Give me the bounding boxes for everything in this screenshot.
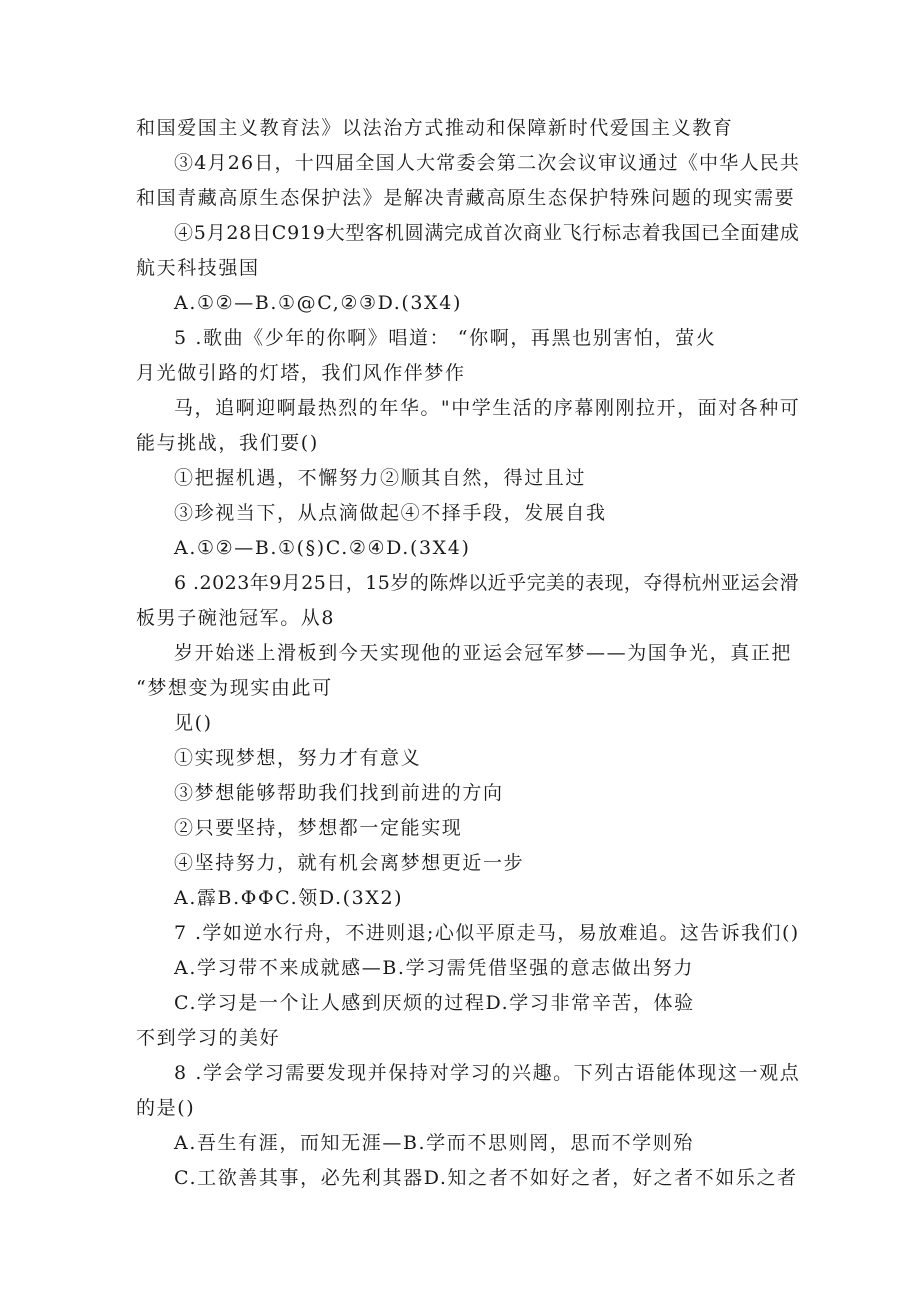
text-line: 和国爱国主义教育法》以法治方式推动和保障新时代爱国主义教育 [136, 117, 734, 139]
text-line: ②只要坚持，梦想都一定能实现 [174, 817, 463, 839]
text-line: 马，追啊迎啊最热烈的年华。"中学生活的序幕刚刚拉开，面对各种可 [174, 397, 801, 419]
text-line: 月光做引路的灯塔，我们风作伴梦作 [136, 362, 466, 384]
text-line: “梦想变为现实由此可 [136, 677, 333, 699]
text-line: A.①②—B.①(§)C.②④D.(3X4) [174, 537, 471, 559]
text-line: ①实现梦想，努力才有意义 [174, 747, 422, 769]
text-line: A.①②—B.①@C,②③D.(3X4) [174, 292, 462, 314]
text-line: ①把握机遇，不懈努力②顺其自然，得过且过 [174, 467, 587, 489]
text-line: 的是() [136, 1097, 196, 1119]
text-line: A.吾生有涯，而知无涯—B.学而不思则罔，思而不学则殆 [174, 1132, 694, 1154]
text-line: A.学习带不来成就感—B.学习需凭借坚强的意志做出努力 [174, 957, 694, 979]
text-line: ③4月26日，十四届全国人大常委会第二次会议审议通过《中华人民共 [174, 152, 801, 174]
text-line: ④5月28日C919大型客机圆满完成首次商业飞行标志着我国已全面建成 [174, 222, 800, 244]
text-line: 5 .歌曲《少年的你啊》唱道： “你啊，再黑也别害怕，萤火 [174, 327, 717, 349]
text-line: 和国青藏高原生态保护法》是解决青藏高原生态保护特殊问题的现实需要 [136, 187, 796, 209]
text-line: 7 .学如逆水行舟，不进则退;心似平原走马，易放难追。这告诉我们() [174, 922, 800, 944]
text-line: 航天科技强国 [136, 257, 260, 279]
text-line: A.霹B.ΦΦC.领D.(3X2) [174, 887, 404, 909]
text-line: 不到学习的美好 [136, 1027, 281, 1049]
text-line: 岁开始迷上滑板到今天实现他的亚运会冠军梦——为国争光，真正把 [174, 642, 793, 664]
text-line: ③梦想能够帮助我们找到前进的方向 [174, 782, 504, 804]
text-line: 见() [174, 712, 213, 734]
text-line: 6 .2023年9月25日，15岁的陈烨以近乎完美的表现，夺得杭州亚运会滑 [174, 572, 800, 594]
text-line: 能与挑战，我们要() [136, 432, 319, 454]
text-line: ③珍视当下，从点滴做起④不择手段，发展自我 [174, 502, 607, 524]
text-line: ④坚持努力，就有机会离梦想更近一步 [174, 852, 525, 874]
text-line: 8 .学会学习需要发现并保持对学习的兴趣。下列古语能体现这一观点 [174, 1062, 801, 1084]
text-line: C.学习是一个让人感到厌烦的过程D.学习非常辛苦，体验 [174, 992, 695, 1014]
text-line: 板男子碗池冠军。从8 [136, 607, 336, 629]
text-line: C.工欲善其事，必先利其器D.知之者不如好之者，好之者不如乐之者 [174, 1167, 798, 1189]
